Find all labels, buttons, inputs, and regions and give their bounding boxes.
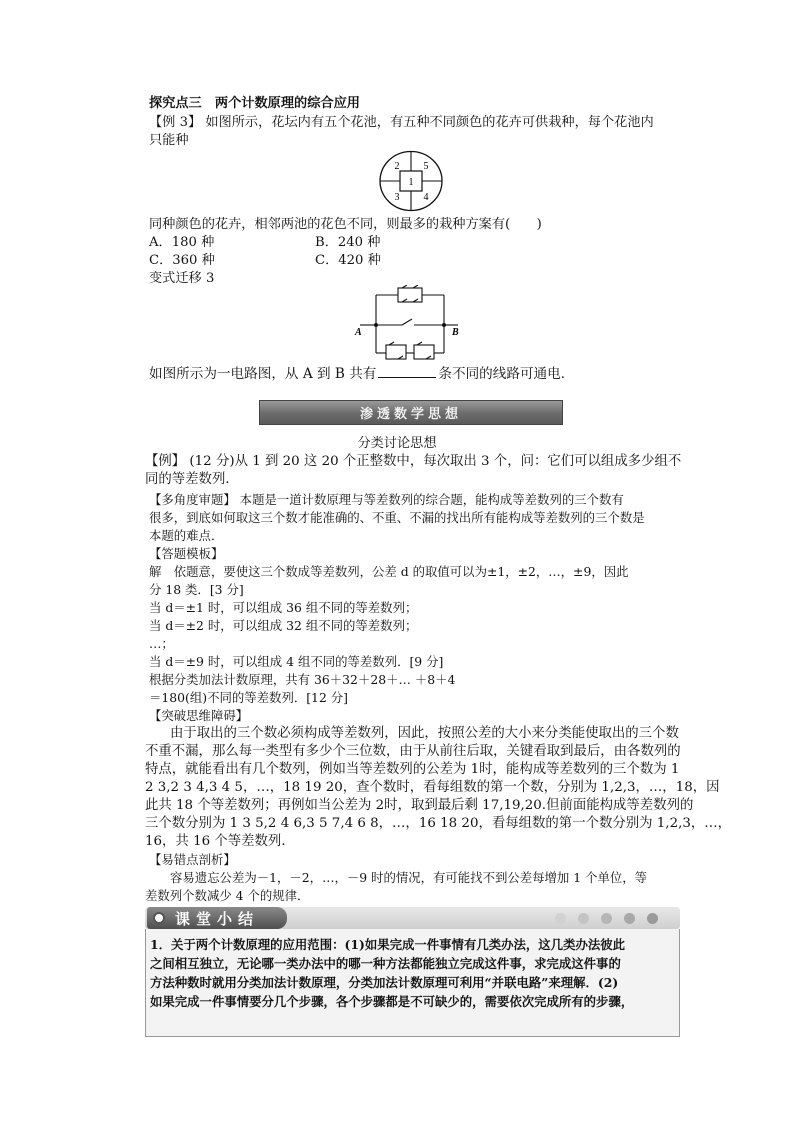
- pool-label-3: 3: [394, 192, 400, 203]
- solution-line7: 根据分类加法计数原理，共有 36＋32＋28＋… ＋8＋4: [149, 672, 456, 687]
- break-line4: 2 3,2 3 4,3 4 5，…，18 19 20，查个数时，看每组数的第一个数，分别为 1,2,3，…，18，因: [145, 780, 720, 795]
- answer-blank: [378, 365, 436, 378]
- solution-line3: 当 d＝±1 时，可以组成 36 组不同的等差数列；: [149, 600, 418, 615]
- solution-line6: 当 d＝±9 时，可以组成 4 组不同的等差数列．[9 分]: [149, 654, 444, 669]
- flower-garden-diagram: [378, 150, 444, 212]
- break-line7: 16，共 16 个等差数列．: [145, 834, 295, 849]
- break-line1: 由于取出的三个数必须构成等差数列，因此，按照公差的大小来分类能使取出的三个数: [170, 726, 679, 741]
- solution-line1: 解 依题意，要使这三个数成等差数列，公差 d 的取值可以为±1，±2，…，±9，因此: [149, 564, 629, 579]
- example3-line2: 只能种: [149, 133, 189, 148]
- variant-question-pre: 如图所示为一电路图，从 A 到 B 共有: [149, 366, 377, 382]
- summary-line2: 之间相互独立，无论哪一类办法中的哪一种方法都能独立完成这件事，求完成这件事的: [150, 956, 621, 971]
- option-a: A．180 种: [149, 235, 215, 250]
- error-line1: 容易遗忘公差为－1，－2，…，－9 时的情况，有可能找不到公差每增加 1 个单位，等: [170, 870, 648, 885]
- error-line2: 差数列个数减少 4 个的规律．: [145, 888, 310, 903]
- thinking-title: 分类讨论思想: [357, 436, 437, 451]
- summary-line1: 1．关于两个计数原理的应用范围：(1)如果完成一件事情有几类办法，这几类办法彼此: [150, 937, 626, 952]
- variant-title: 变式迁移 3: [149, 271, 215, 286]
- decor-dot-icon: [647, 913, 658, 924]
- analysis-line3: 本题的难点．: [149, 528, 224, 543]
- decor-dot-icon: [555, 913, 566, 924]
- terminal-a-label: A: [355, 327, 362, 338]
- variant-question-post: 条不同的线路可通电．: [438, 366, 575, 382]
- break-title: 【突破思维障碍】: [149, 708, 249, 723]
- section-banner: 渗透数学思想: [259, 400, 563, 425]
- variant-question: [149, 365, 574, 383]
- terminal-b-label: B: [452, 327, 459, 338]
- option-b: B．240 种: [315, 235, 381, 250]
- summary-line3: 方法种数时就用分类加法计数原理，分类加法计数原理可利用“并联电路”来理解．(2): [150, 975, 619, 990]
- solution-line2: 分 18 类．[3 分]: [149, 582, 244, 597]
- break-line2: 不重不漏，那么每一类型有多少个三位数，由于从前往后取，关键看取到最后，由各数列的: [145, 744, 681, 759]
- break-line3: 特点，就能看出有几个数列，例如当等差数列的公差为 1时，能构成等差数列的三个数为 1: [145, 762, 680, 777]
- break-line5: 此共 18 个等差数列；再例如当公差为 2时，取到最后剩 17,19,20.但前面能构成等差数列的: [145, 798, 694, 813]
- summary-title: 课堂小结: [175, 909, 260, 928]
- analysis-line2: 很多，到底如何取这三个数才能准确的、不重、不漏的找出所有能构成等差数列的三个数是: [149, 510, 645, 525]
- error-title: 【易错点剖析】: [149, 852, 236, 867]
- option-c: C．360 种: [149, 253, 215, 268]
- circuit-diagram: [352, 285, 468, 361]
- pool-label-5: 5: [423, 161, 429, 172]
- summary-line4: 如果完成一件事情要分几个步骤，各个步骤都是不可缺少的，需要依次完成所有的步骤，: [150, 994, 634, 1009]
- pool-label-1: 1: [408, 177, 414, 188]
- analysis-line1: 【多角度审题】 本题是一道计数原理与等差数列的综合题，能构成等差数列的三个数有: [149, 492, 624, 507]
- example3-line3: 同种颜色的花卉，相邻两池的花色不同，则最多的栽种方案有( ): [149, 217, 542, 232]
- summary-header-tab: [147, 907, 287, 929]
- question-line2: 同的等差数列．: [145, 472, 239, 487]
- decor-dot-icon: [601, 913, 612, 924]
- decor-dot-icon: [624, 913, 635, 924]
- template-title: 【答题模板】: [149, 546, 224, 561]
- pool-label-2: 2: [394, 161, 400, 172]
- summary-bullet-icon: [153, 912, 165, 924]
- section-title: 探究点三 两个计数原理的综合应用: [149, 96, 360, 111]
- solution-line8: ＝180(组)不同的等差数列．[12 分]: [149, 690, 348, 705]
- pool-label-4: 4: [423, 192, 429, 203]
- example3-line1: 【例 3】 如图所示，花坛内有五个花池，有五种不同颜色的花卉可供栽种，每个花池内: [149, 115, 654, 130]
- option-d: C．420 种: [315, 253, 381, 268]
- question-line1: 【例】 (12 分)从 1 到 20 这 20 个正整数中，每次取出 3 个，问：它们可以组成多少组不: [145, 454, 682, 469]
- decor-dot-icon: [578, 913, 589, 924]
- solution-line5: …；: [149, 636, 174, 651]
- break-line6: 三个数分别为 1 3 5,2 4 6,3 5 7,4 6 8，…，16 18 20，看每组数的第一个数分别为 1,2,3，…，: [145, 816, 732, 831]
- solution-line4: 当 d＝±2 时，可以组成 32 组不同的等差数列；: [149, 618, 418, 633]
